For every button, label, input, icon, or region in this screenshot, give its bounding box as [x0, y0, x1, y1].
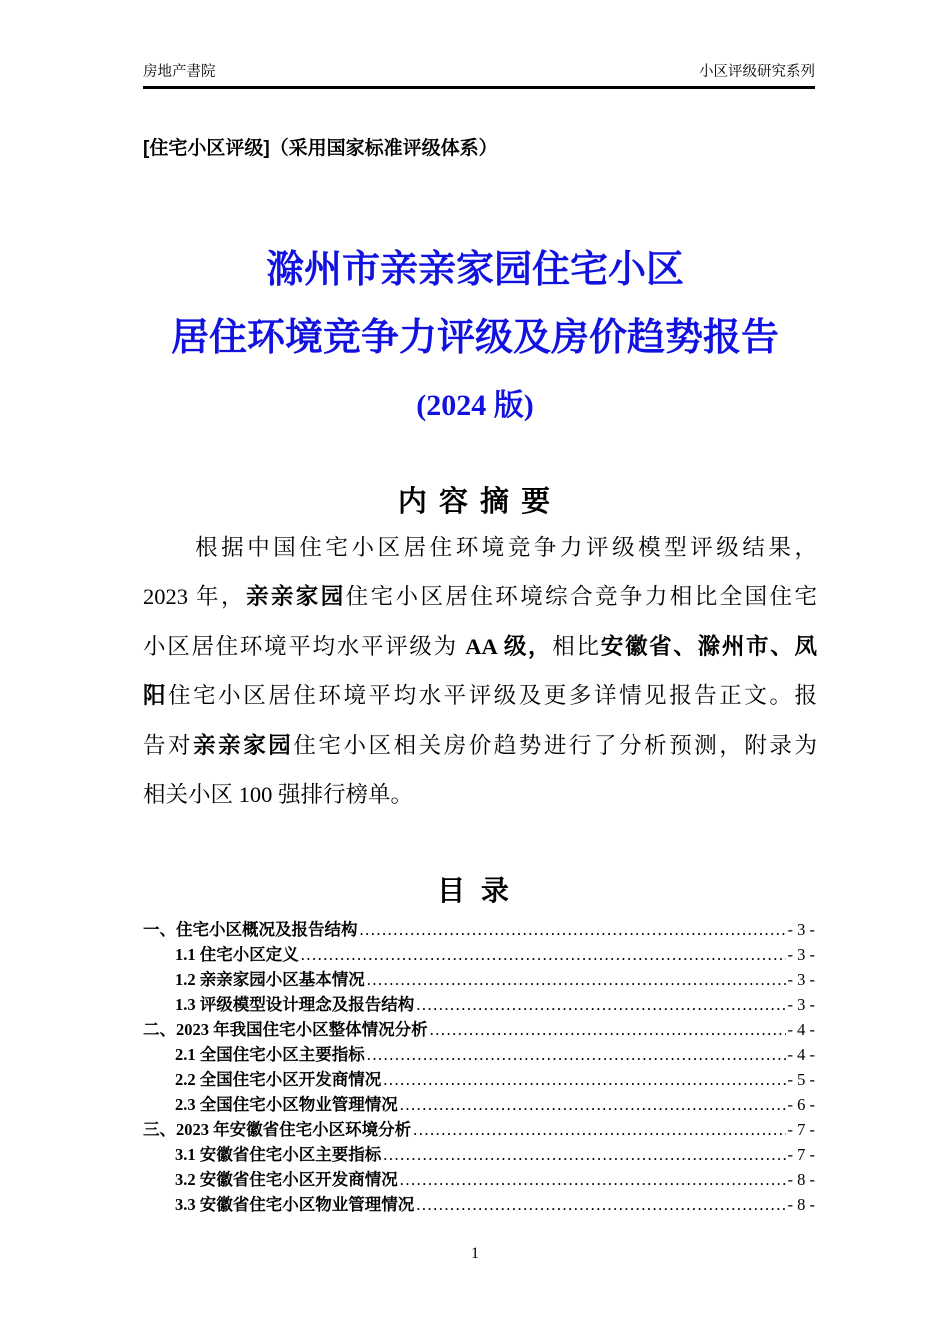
toc-entry-page: - 3 - [787, 970, 815, 989]
text-segment: 相关小区 100 强排行榜单。 [143, 781, 414, 807]
toc-dot-leader [400, 1167, 786, 1192]
toc-entry [143, 1142, 815, 1167]
toc-entry-label: 2.2 全国住宅小区开发商情况 [175, 1070, 382, 1089]
toc-dot-leader [400, 1092, 786, 1117]
toc-entry-label: 二、2023 年我国住宅小区整体情况分析 [143, 1020, 428, 1039]
page-header [143, 60, 815, 89]
toc-entry [143, 917, 815, 942]
bold-text-segment: 阳 [143, 683, 169, 709]
toc-dot-leader [383, 1142, 785, 1167]
toc-dot-leader [301, 942, 786, 967]
text-segment: 小区居住环境平均水平评级为 [143, 633, 466, 659]
toc-entry-page: - 5 - [787, 1070, 815, 1089]
toc-entry [143, 1167, 815, 1192]
toc-entry-label: 3.2 安徽省住宅小区开发商情况 [175, 1170, 398, 1189]
toc-dot-leader [360, 917, 786, 942]
series-label: [住宅小区评级]（采用国家标准评级体系） [143, 138, 498, 159]
toc-dot-leader [367, 967, 786, 992]
toc-entry-label: 2.1 全国住宅小区主要指标 [175, 1045, 365, 1064]
toc-entry-page: - 8 - [787, 1195, 815, 1214]
summary-line [143, 622, 817, 671]
toc-dot-leader [430, 1017, 786, 1042]
title-block [0, 247, 950, 424]
text-segment: 2023 年， [143, 584, 246, 610]
summary-line [143, 671, 817, 720]
toc-entry-label: 2.3 全国住宅小区物业管理情况 [175, 1095, 398, 1114]
summary-line [143, 523, 817, 572]
toc-entry-page: - 7 - [787, 1120, 815, 1139]
toc-entry-page: - 8 - [787, 1170, 815, 1189]
toc-dot-leader [383, 1067, 785, 1092]
text-segment: 住宅小区居住环境综合竞争力相比全国住宅 [345, 584, 817, 610]
report-title-line2: 居住环境竞争力评级及房价趋势报告 [170, 317, 779, 359]
toc-entry-label: 1.2 亲亲家园小区基本情况 [175, 970, 365, 989]
report-title-line1: 滁州市亲亲家园住宅小区 [265, 249, 684, 291]
toc-dot-leader [367, 1042, 786, 1067]
toc-entry-page: - 3 - [787, 995, 815, 1014]
toc-entry [143, 942, 815, 967]
summary-line [143, 721, 817, 770]
summary-line [143, 770, 817, 819]
text-segment: 住宅小区居住环境平均水平评级及更多详情见报告正文。报 [168, 683, 817, 709]
text-segment: 住宅小区相关房价趋势进行了分析预测，附录为 [293, 732, 817, 758]
toc-entry [143, 1067, 815, 1092]
page-number: 1 [471, 1245, 479, 1262]
toc-entry-page: - 6 - [787, 1095, 815, 1114]
text-segment: 相比 [552, 633, 601, 659]
bold-text-segment: 安徽省、滁州市、凤 [600, 633, 817, 659]
toc-entry-page: - 4 - [787, 1020, 815, 1039]
bold-text-segment: 亲亲家园 [193, 732, 294, 758]
summary-paragraph [143, 523, 817, 819]
toc-entry [143, 967, 815, 992]
bold-text-segment: AA 级， [465, 633, 553, 659]
toc-dot-leader [416, 1192, 785, 1217]
toc-entry [143, 1042, 815, 1067]
bold-text-segment: 亲亲家园 [245, 584, 346, 610]
toc-entry-page: - 3 - [787, 920, 815, 939]
toc-entry-label: 三、2023 年安徽省住宅小区环境分析 [143, 1120, 412, 1139]
toc-entry [143, 1192, 815, 1217]
toc-entry [143, 1092, 815, 1117]
toc-entry [143, 992, 815, 1017]
toc-entry-label: 3.1 安徽省住宅小区主要指标 [175, 1145, 382, 1164]
text-segment: 根据中国住宅小区居住环境竞争力评级模型评级结果， [143, 535, 817, 560]
header-right-label: 小区评级研究系列 [699, 64, 815, 80]
toc-entry-page: - 3 - [787, 945, 815, 964]
toc-entry [143, 1117, 815, 1142]
toc-heading: 目 录 [437, 875, 513, 906]
summary-line [143, 572, 817, 621]
summary-heading: 内 容 摘 要 [397, 486, 553, 518]
text-segment: 告对 [143, 732, 194, 758]
toc-dot-leader [416, 992, 785, 1017]
toc-entry [143, 1017, 815, 1042]
toc-entry-label: 一、住宅小区概况及报告结构 [143, 920, 358, 939]
toc-entry-label: 1.1 住宅小区定义 [175, 945, 299, 964]
toc-entry-page: - 7 - [787, 1145, 815, 1164]
toc-list [143, 917, 815, 1217]
report-title-edition: (2024 版) [416, 389, 534, 422]
header-left-label: 房地产書院 [143, 64, 216, 80]
toc-dot-leader [413, 1117, 785, 1142]
toc-entry-label: 3.3 安徽省住宅小区物业管理情况 [175, 1195, 415, 1214]
toc-entry-page: - 4 - [787, 1045, 815, 1064]
toc-entry-label: 1.3 评级模型设计理念及报告结构 [175, 995, 415, 1014]
